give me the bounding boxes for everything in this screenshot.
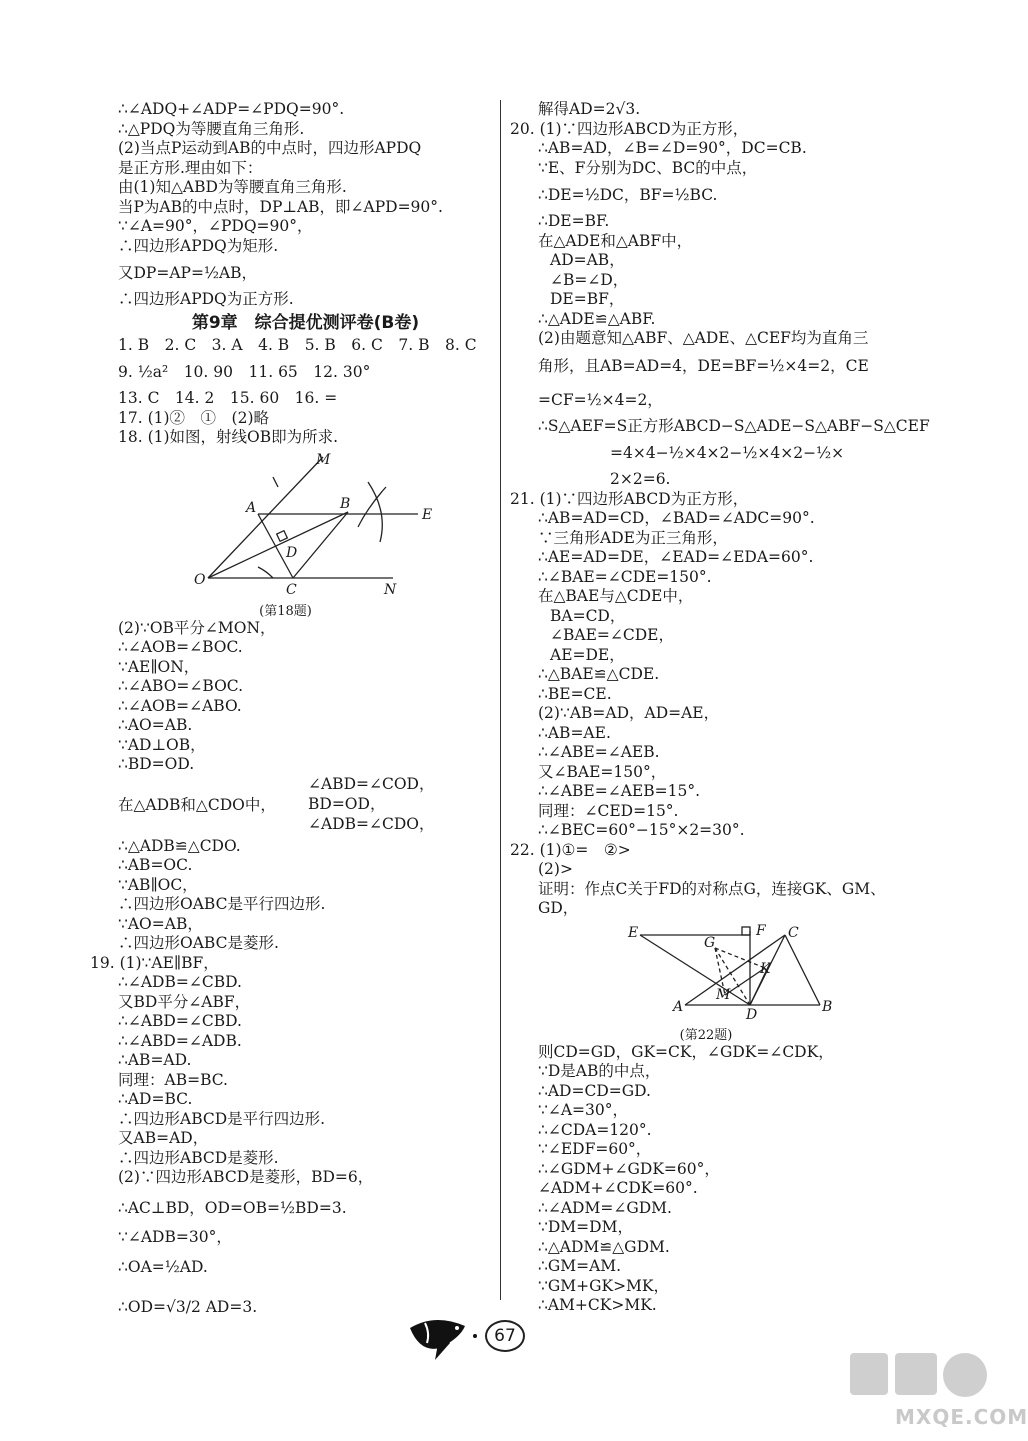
text-line: ∵DM=DM，	[538, 1218, 633, 1236]
text-line: ∵GM+GK>MK，	[538, 1276, 670, 1295]
text-line: ∴∠ADQ+∠ADP=∠PDQ=90°.	[118, 100, 345, 118]
text-line: 19. (1)∵AE∥BF，	[90, 953, 219, 972]
figure-18-diagram	[118, 452, 493, 602]
text-line: ∵E、F分别为DC、BC的中点，	[538, 158, 758, 177]
text-line: (2)>	[538, 860, 573, 878]
text-line: ∵∠A=90°，∠PDQ=90°，	[118, 217, 313, 235]
figure-18	[118, 452, 493, 602]
watermark-text: MXQE.COM	[895, 1405, 1028, 1429]
chapter-heading: 第9章 综合提优测评卷(B卷)	[191, 312, 420, 333]
text-line: 又DP=AP=½AB，	[118, 264, 258, 282]
figure-22-caption: (第22题)	[679, 1027, 733, 1043]
text-line: ∵D是AB的中点，	[538, 1062, 661, 1080]
fig22-label: E	[628, 924, 639, 941]
text-line: ∴GM=AM.	[538, 1257, 622, 1275]
text-line: ∵∠ADB=30°，	[118, 1227, 232, 1246]
fig18-label: D	[286, 544, 298, 561]
text-line: (2)由题意知△ABF、△ADE、△CEF均为直角三	[538, 329, 869, 347]
text-line: ∴OD=√3/2 AD=3.	[118, 1298, 258, 1316]
answer-line: 17. (1)② ① (2)略	[118, 408, 269, 427]
system-line: AD=AB，	[550, 251, 625, 269]
system-line: ∠ADB=∠CDO，	[308, 814, 435, 833]
text-line: ∴△ADE≌△ABF.	[538, 309, 656, 328]
text-line: ∴△BAE≌△CDE.	[538, 665, 660, 683]
text-line: ∴BE=CE.	[538, 684, 612, 703]
fig18-label: N	[384, 581, 397, 598]
text-line: ∴AB=AD.	[118, 1051, 192, 1069]
text-line: ∴AC⊥BD，OD=OB=½BD=3.	[118, 1198, 347, 1217]
right-column	[510, 100, 930, 1316]
text-line: ∴AD=CD=GD.	[538, 1081, 651, 1100]
text-line: 2×2=6.	[610, 470, 671, 488]
text-line: GD，	[538, 899, 579, 917]
text-line: ∴AB=AE.	[538, 723, 611, 742]
text-line: ∴∠GDM+∠GDK=60°，	[538, 1159, 720, 1178]
answer-line: 9. ½a² 10. 90 11. 65 12. 30°	[118, 363, 371, 381]
system-line: BA=CD，	[550, 606, 626, 625]
text-line: =4×4−½×4×2−½×4×2−½×	[610, 444, 845, 462]
text-line: ∴∠BAE=∠CDE=150°.	[538, 567, 712, 586]
fig22-label: A	[673, 998, 684, 1015]
text-line: ∴AD=BC.	[118, 1090, 193, 1108]
text-line: ∴∠AOB=∠ABO.	[118, 696, 242, 715]
text-line: ∴∠ADB=∠CBD.	[118, 973, 242, 991]
text-line: ∴△PDQ为等腰直角三角形.	[118, 119, 305, 138]
left-column	[90, 100, 493, 1327]
text-line: (2)∵OB平分∠MON，	[118, 618, 276, 637]
fig22-label: M	[716, 986, 731, 1003]
figure-22-diagram	[510, 923, 922, 1018]
text-line: ∴四边形ABCD是平行四边形.	[118, 1109, 326, 1128]
fig18-label: C	[286, 581, 297, 598]
text-line: ∴∠ABE=∠AEB=15°.	[538, 782, 701, 800]
fig22-label: D	[746, 1006, 758, 1023]
column-divider	[500, 100, 501, 1300]
text-line: ∴∠ABE=∠AEB.	[538, 743, 660, 761]
text-line: 当P为AB的中点时，DP⊥AB，即∠APD=90°.	[118, 197, 443, 216]
fig22-label: B	[822, 998, 833, 1015]
fig18-label: B	[340, 495, 351, 512]
text-line: ∴∠ABO=∠BOC.	[118, 677, 244, 695]
text-line: 同理：AB=BC.	[118, 1070, 228, 1089]
text-line: ∵∠A=30°，	[538, 1101, 629, 1119]
text-line: (2)当点P运动到AB的中点时，四边形APDQ	[118, 139, 422, 157]
text-line: ∴∠ABD=∠CBD.	[118, 1012, 242, 1030]
text-line: ∴△ADB≌△CDO.	[118, 836, 241, 855]
text-line: ∵AO=AB，	[118, 914, 203, 933]
text-line: ∴AB=AD，∠B=∠D=90°，DC=CB.	[538, 139, 807, 157]
text-line: 在△ADB和△CDO中，	[118, 795, 276, 814]
text-line: ∴∠CDA=120°.	[538, 1120, 652, 1139]
fig22-label: K	[760, 960, 771, 977]
answer-line: 13. C 14. 2 15. 60 16. =	[118, 389, 338, 407]
fig22-label: G	[704, 934, 716, 951]
text-line: ∴∠BEC=60°−15°×2=30°.	[538, 821, 745, 839]
text-line: 由(1)知△ABD为等腰直角三角形.	[118, 178, 347, 196]
text-line: 21. (1)∵四边形ABCD为正方形，	[510, 489, 749, 508]
text-line: ∴四边形OABC是平行四边形.	[118, 895, 326, 913]
text-line: 又BD平分∠ABF，	[118, 992, 251, 1011]
text-line: 同理：∠CED=15°.	[538, 801, 679, 820]
text-line: (2)∵AB=AD，AD=AE，	[538, 704, 720, 722]
text-line: ∴AB=AD=CD，∠BAD=∠ADC=90°.	[538, 509, 815, 527]
system-line: DE=BF，	[550, 290, 625, 308]
fig18-label: O	[194, 571, 206, 588]
text-line: ∴△ADM≌△GDM.	[538, 1237, 670, 1256]
text-line: ∴DE=BF.	[538, 212, 610, 230]
text-line: 22. (1)①= ②>	[510, 840, 631, 859]
text-line: 在△ADE和△ABF中，	[538, 231, 693, 250]
system-line: ∠BAE=∠CDE，	[550, 626, 674, 644]
text-line: 又AB=AD，	[118, 1129, 209, 1147]
fig22-label: C	[788, 924, 799, 941]
text-line: ∴DE=½DC，BF=½BC.	[538, 186, 718, 204]
text-line: ∴四边形APDQ为矩形.	[118, 236, 279, 255]
text-line: ∵AE∥ON，	[118, 657, 200, 676]
text-line: ∵三角形ADE为正三角形，	[538, 528, 728, 547]
answer-line: 1. B 2. C 3. A 4. B 5. B 6. C 7. B 8. C	[118, 335, 477, 354]
text-line: 解得AD=2√3.	[538, 100, 641, 118]
text-line: ∴AM+CK>MK.	[538, 1296, 657, 1314]
text-line: ∵AD⊥OB，	[118, 735, 206, 754]
text-line: ∴S△AEF=S正方形ABCD−S△ADE−S△ABF−S△CEF	[538, 416, 930, 435]
text-line: ∴AO=AB.	[118, 716, 193, 734]
fig18-label: A	[246, 499, 257, 516]
text-line: ∴∠AOB=∠BOC.	[118, 638, 243, 656]
text-line: =CF=½×4=2，	[538, 390, 663, 409]
figure-22	[510, 922, 922, 1023]
text-line: ∠ADM+∠CDK=60°.	[538, 1179, 698, 1197]
text-line: 又∠BAE=150°，	[538, 762, 667, 781]
system-block	[118, 775, 493, 837]
system-line: AE=DE，	[550, 645, 625, 664]
text-line: 在△BAE与△CDE中，	[538, 587, 694, 605]
text-line: ∴∠ADM=∠GDM.	[538, 1198, 672, 1217]
figure-18-caption: (第18题)	[259, 603, 312, 619]
text-line: ∴OA=½AD.	[118, 1258, 208, 1276]
text-line: ∴四边形OABC是菱形.	[118, 934, 279, 952]
answer-line: 18. (1)如图，射线OB即为所求.	[118, 428, 339, 446]
page-number: 67	[485, 1320, 525, 1352]
fig18-label: M	[316, 451, 331, 468]
text-line: 角形，且AB=AD=4，DE=BF=½×4=2，CE	[538, 356, 869, 375]
text-line: 是正方形.理由如下：	[118, 158, 263, 177]
text-line: 则CD=GD，GK=CK，∠GDK=∠CDK，	[538, 1042, 834, 1061]
text-line: ∴BD=OD.	[118, 755, 195, 773]
text-line: ∴AE=AD=DE，∠EAD=∠EDA=60°.	[538, 548, 814, 566]
fish-icon	[405, 1308, 480, 1363]
text-line: ∴四边形ABCD是菱形.	[118, 1148, 279, 1167]
text-line: ∴∠ABD=∠ADB.	[118, 1031, 242, 1050]
system-line: ∠B=∠D，	[550, 270, 629, 289]
text-line: 证明：作点C关于FD的对称点G，连接GK、GM、	[538, 879, 886, 898]
text-line: ∴AB=OC.	[118, 856, 193, 874]
text-line: ∵∠EDF=60°，	[538, 1140, 652, 1158]
fig18-label: E	[422, 506, 433, 523]
system-line: ∠ABD=∠COD，	[308, 774, 435, 793]
text-line: (2)∵四边形ABCD是菱形，BD=6，	[118, 1168, 374, 1186]
text-line: ∴四边形APDQ为正方形.	[118, 290, 294, 308]
system-line: BD=OD，	[308, 794, 386, 813]
text-line: ∵AB∥OC，	[118, 875, 198, 894]
text-line: 20. (1)∵四边形ABCD为正方形，	[510, 119, 749, 138]
fig22-label: F	[756, 922, 766, 939]
